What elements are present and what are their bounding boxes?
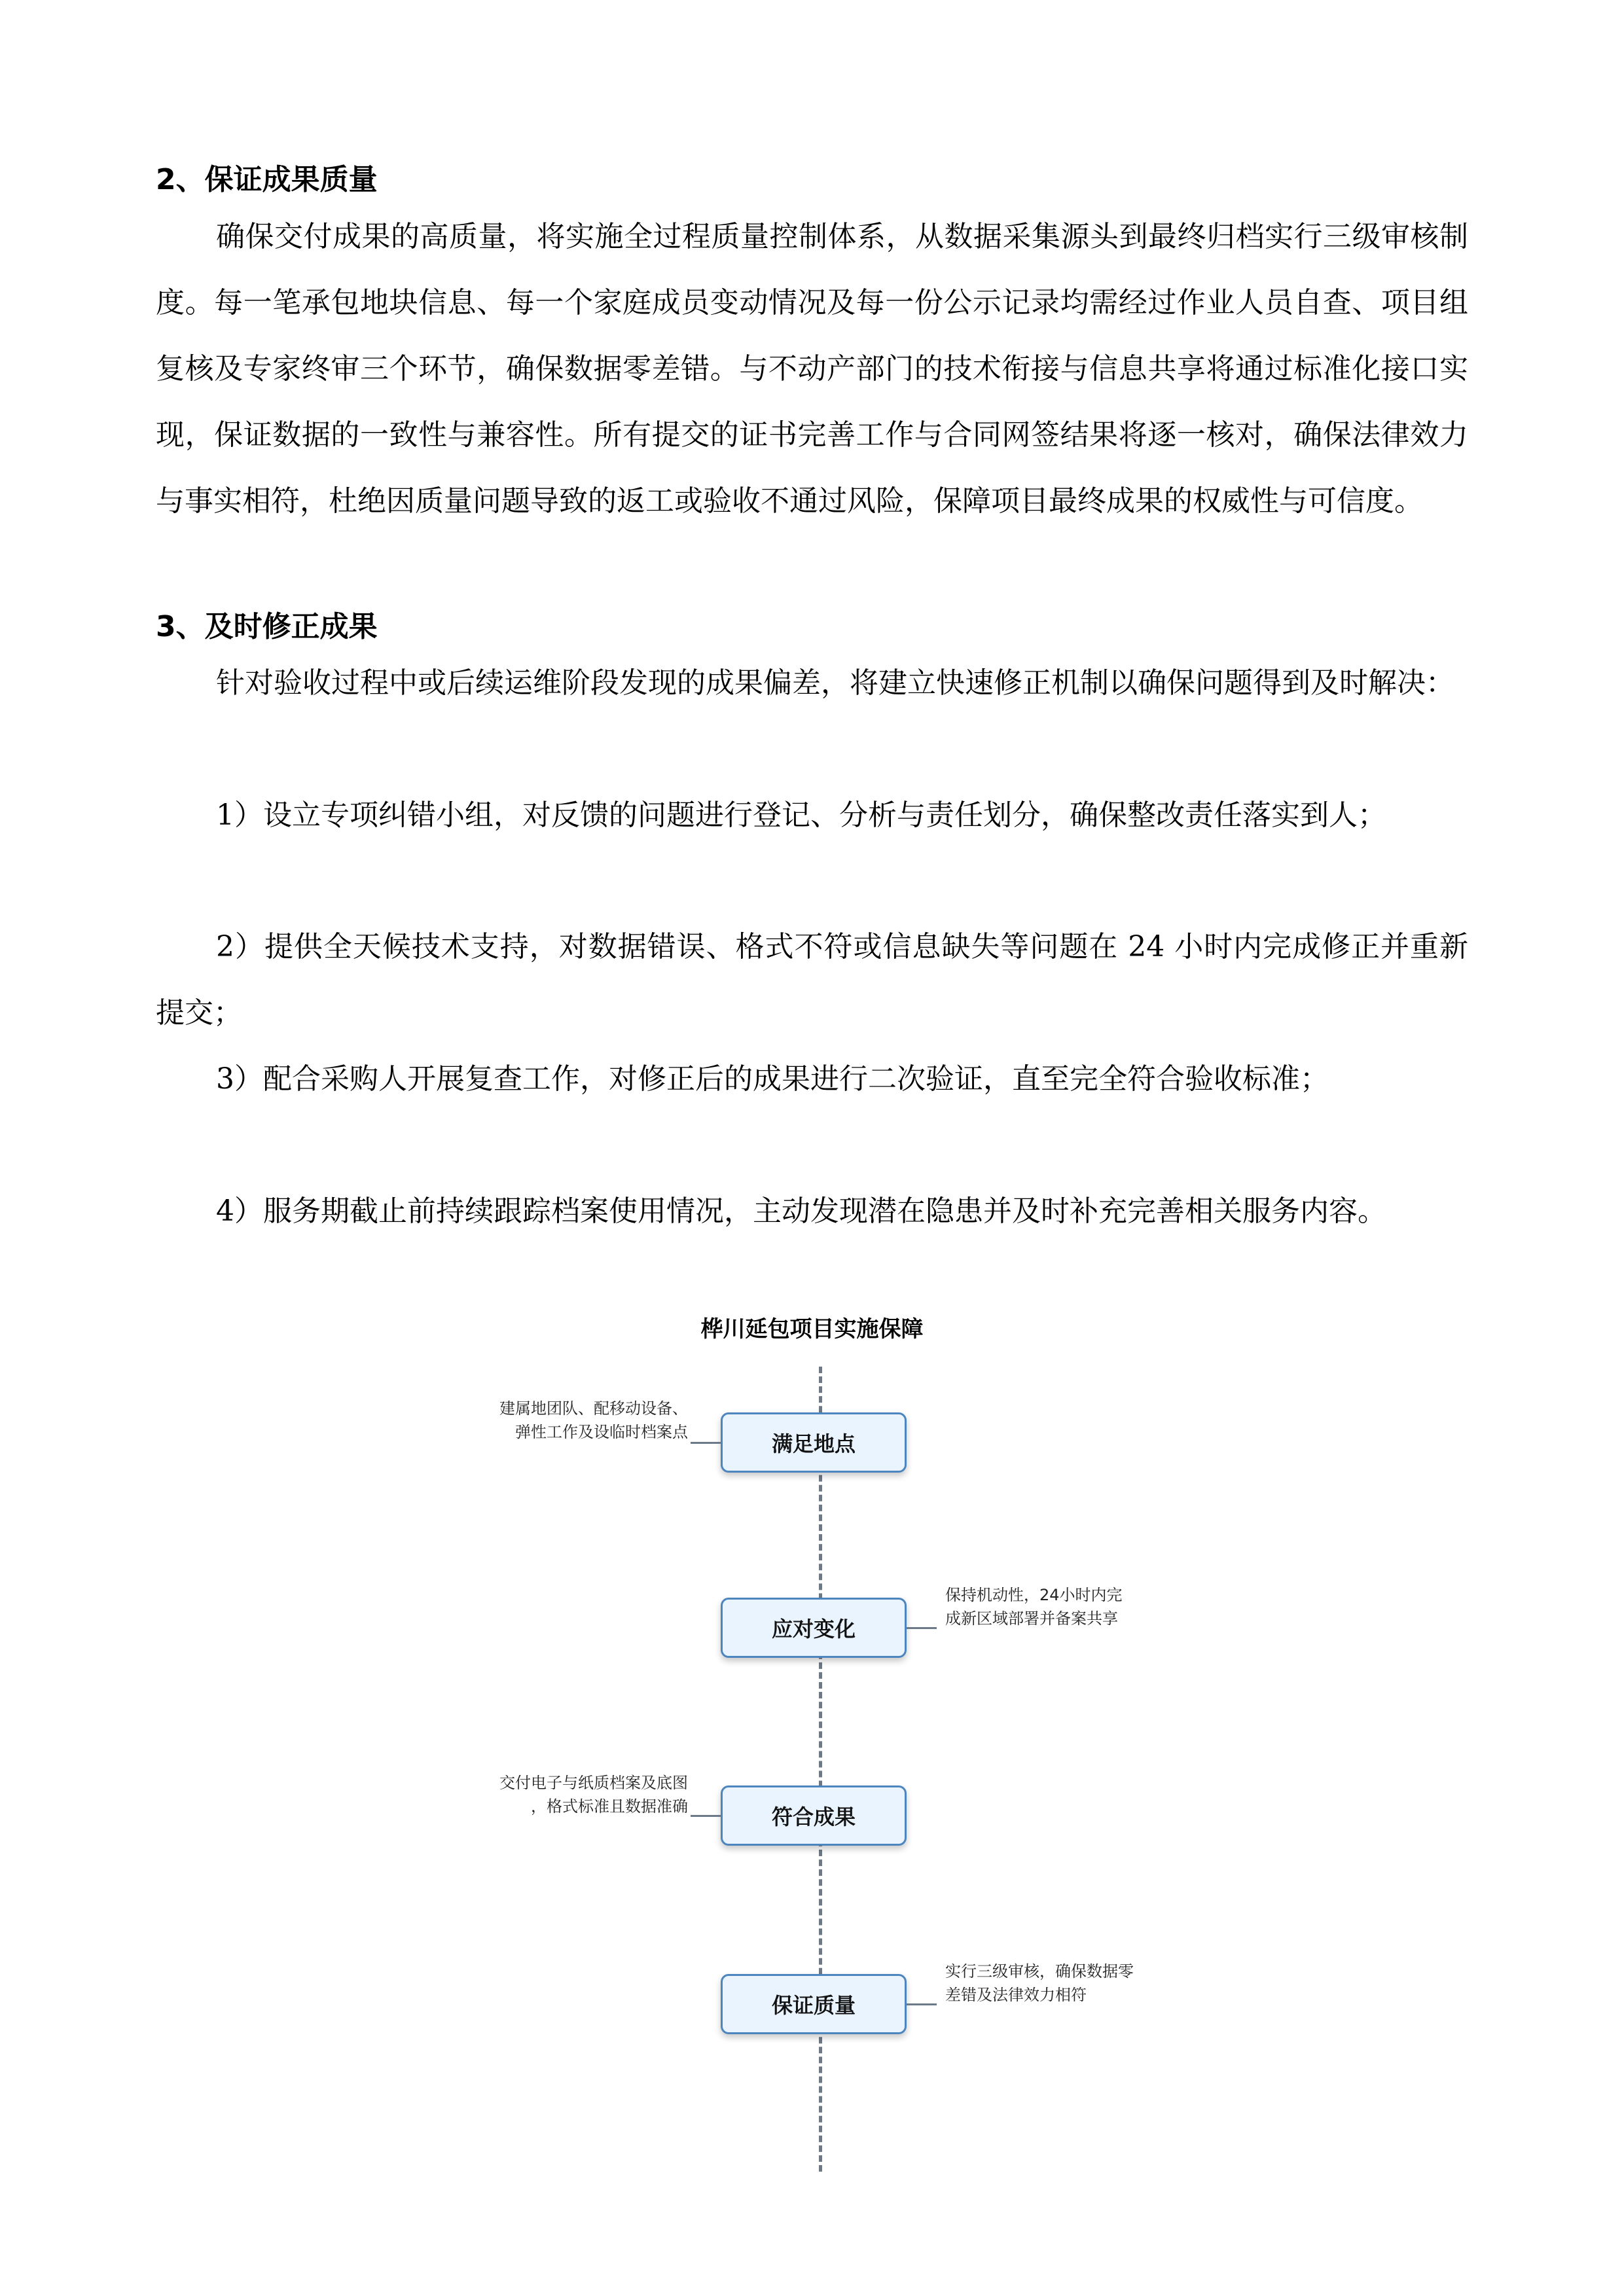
diagram-note-result: 交付电子与纸质档案及底图 ，格式标准且数据准确 <box>499 1774 688 1816</box>
diagram-connector <box>907 2003 937 2005</box>
section-2-paragraph: 确保交付成果的高质量，将实施全过程质量控制体系，从数据采集源头到最终归档实行三级审核制度。每一笔承包地块信息、每一个家庭成员变动情况及每一份公示记录均需经过作业人员自查、项目组复核及专家终审三个环节，确保数据零差错。与不动产部门的技术衔接与信息共享将通过标准化接口实现，保证数据的一致性与兼容性。所有提交的证书完善工作与合同网签结果将逐一核对，确保法律效力与事实相符，杜绝因质量问题导致的返工或验收不通过风险，保障项目最终成果的权威性与可信度。 <box>156 220 1468 518</box>
list-item-2: 2）提供全天候技术支持，对数据错误、格式不符或信息缺失等问题在 24 小时内完成修正并重新提交； <box>156 930 1468 1030</box>
diagram-note-quality: 实行三级审核，确保数据零 差错及法律效力相符 <box>945 1962 1134 2004</box>
section-3-intro: 针对验收过程中或后续运维阶段发现的成果偏差，将建立快速修正机制以确保问题得到及时解决： <box>216 666 1454 700</box>
diagram-connector <box>691 1815 721 1817</box>
diagram-title: 桦川延包项目实施保障 <box>700 1316 924 1342</box>
diagram-timeline-axis <box>819 1367 822 2172</box>
diagram-node-change: 应对变化 <box>721 1598 907 1658</box>
list-item-1: 1）设立专项纠错小组，对反馈的问题进行登记、分析与责任划分，确保整改责任落实到人； <box>216 798 1386 832</box>
diagram-connector <box>907 1627 937 1629</box>
diagram-node-site: 满足地点 <box>721 1412 907 1473</box>
list-item-3: 3）配合采购人开展复查工作，对修正后的成果进行二次验证，直至完全符合验收标准； <box>216 1062 1329 1096</box>
section-3-heading: 3、及时修正成果 <box>156 610 378 643</box>
diagram-node-result: 符合成果 <box>721 1785 907 1846</box>
diagram-note-change: 保持机动性，24小时内完 成新区域部署并备案共享 <box>945 1586 1123 1628</box>
list-item-4: 4）服务期截止前持续跟踪档案使用情况，主动发现潜在隐患并及时补充完善相关服务内容。 <box>216 1194 1386 1228</box>
diagram-connector <box>691 1442 721 1444</box>
diagram-note-site: 建属地团队、配移动设备、 弹性工作及设临时档案点 <box>499 1399 688 1441</box>
section-2-heading: 2、保证成果质量 <box>156 163 378 196</box>
diagram-node-quality: 保证质量 <box>721 1974 907 2034</box>
